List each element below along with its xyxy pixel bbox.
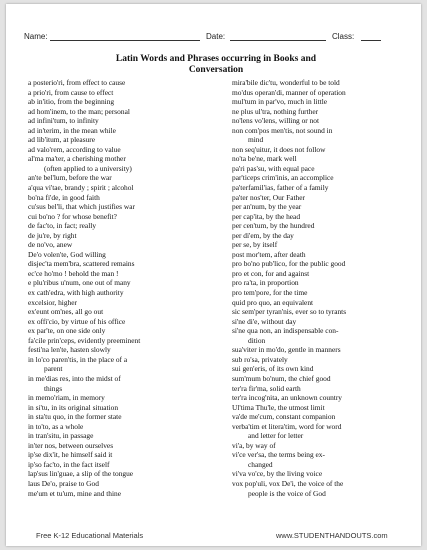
phrase-entry: Ul'tima Thu'le, the utmost limit <box>232 402 325 412</box>
phrase-entry: cui bo'no ? for whose benefit? <box>28 211 117 221</box>
phrase-entry: per di'em, by the day <box>232 230 294 240</box>
phrase-entry: per cen'tum, by the hundred <box>232 221 315 231</box>
worksheet-page <box>6 4 421 546</box>
phrase-entry: dition <box>248 335 266 345</box>
phrase-entry: va'de me'cum, constant companion <box>232 412 336 422</box>
phrase-entry: mul'tum in par'vo, much in little <box>232 97 328 107</box>
phrase-entry: sub ro'sa, privately <box>232 354 288 364</box>
name-label: Name: <box>24 32 48 41</box>
title-line-1: Latin Words and Phrases occurring in Books and <box>115 54 317 64</box>
phrase-entry: in sta'tu quo, in the former state <box>28 412 122 422</box>
phrase-entry: ad hom'inem, to the man; personal <box>28 106 130 116</box>
phrase-entry: in me'dias res, into the midst of <box>28 373 121 383</box>
phrase-entry: per cap'ita, by the head <box>232 211 301 221</box>
phrase-entry: vi'ce ver'sa, the terms being ex- <box>232 450 325 460</box>
phrase-entry: ne plus ul'tra, nothing further <box>232 106 319 116</box>
phrase-entry: ter'ra fir'ma, solid earth <box>232 383 301 393</box>
phrase-entry: in tran'situ, in passage <box>28 431 94 441</box>
phrase-entry: De'o volen'te, God willing <box>28 249 106 259</box>
phrase-entry: pa'ter nos'ter, Our Father <box>232 192 305 202</box>
phrase-entry: a'qua vi'tae, brandy ; spirit ; alcohol <box>28 183 134 193</box>
phrase-entry: bo'na fi'de, in good faith <box>28 192 100 202</box>
phrase-entry: in memo'riam, in memory <box>28 393 105 403</box>
phrase-entry: festi'na len'te, hasten slowly <box>28 345 111 355</box>
phrase-entry: no'lens vo'lens, willing or not <box>232 116 320 126</box>
phrase-entry: ad lib'itum, at pleasure <box>28 135 96 145</box>
phrase-entry: pro bo'no pub'lico, for the public good <box>232 259 346 269</box>
phrase-entry: de ju're, by right <box>28 230 77 240</box>
phrase-entry: changed <box>248 459 273 469</box>
phrase-entry: vox pop'uli, vox De'i, the voice of the <box>232 478 344 488</box>
phrase-entry: things <box>44 383 63 393</box>
phrase-entry: quid pro quo, an equivalent <box>232 297 314 307</box>
phrase-entry: ab in'itio, from the beginning <box>28 97 115 107</box>
phrase-entry: si'ne di'e, without day <box>232 316 297 326</box>
phrase-entry: sum'mum bo'num, the chief good <box>232 373 331 383</box>
phrase-entry: pro tem'pore, for the time <box>232 288 308 298</box>
phrase-entry: non seq'uitur, it does not follow <box>232 144 326 154</box>
phrase-entry: ex offi'cio, by virtue of his office <box>28 316 126 326</box>
phrase-entry: lap'sus lin'guae, a slip of the tongue <box>28 469 134 479</box>
phrase-entry: post mor'tem, after death <box>232 249 306 259</box>
phrase-entry: an'te bel'lum, before the war <box>28 173 112 183</box>
class-label: Class: <box>332 32 355 41</box>
phrase-entry: ter'ra incog'nita, an unknown country <box>232 393 343 403</box>
footer-right: www.STUDENTHANDOUTS.com <box>276 531 388 540</box>
phrase-entry: in si'tu, in its original situation <box>28 402 119 412</box>
title-line-2: Conversation <box>188 65 244 75</box>
phrase-entry: verba'tim et litera'tim, word for word <box>232 421 342 431</box>
phrase-entry: de no'vo, anew <box>28 240 73 250</box>
phrase-entry: vi'a, by way of <box>232 440 276 450</box>
phrase-entry: ad in'terim, in the mean while <box>28 125 116 135</box>
phrase-entry: pro ra'ta, in proportion <box>232 278 299 288</box>
phrase-entry: si'ne qua non, an indispensable con- <box>232 326 339 336</box>
phrase-entry: pa'terfamil'ias, father of a family <box>232 183 329 193</box>
phrase-entry: pa'ri pas'su, with equal pace <box>232 163 315 173</box>
phrase-entry: (often applied to a university) <box>44 163 132 173</box>
name-line <box>50 40 200 41</box>
phrase-entry: ec'ce ho'mo ! behold the man ! <box>28 268 119 278</box>
right-column <box>232 78 412 498</box>
phrase-entry: ex'eunt om'nes, all go out <box>28 307 104 317</box>
worksheet-header <box>24 32 409 44</box>
phrase-entry: sui gen'eris, of its own kind <box>232 364 314 374</box>
date-line <box>230 40 326 41</box>
phrase-entry: disjec'ta mem'bra, scattered remains <box>28 259 135 269</box>
phrase-entry: cu'sus bel'li, that which justifies war <box>28 202 135 212</box>
class-line <box>361 40 381 41</box>
phrase-entry: fa'cile prin'ceps, evidently preeminent <box>28 335 141 345</box>
phrase-entry: in to'to, as a whole <box>28 421 84 431</box>
phrase-entry: mo'dus operan'di, manner of operation <box>232 87 346 97</box>
phrase-entry: me'um et tu'um, mine and thine <box>28 488 121 498</box>
date-label: Date: <box>206 32 226 41</box>
phrase-entry: non com'pos men'tis, not sound in <box>232 125 333 135</box>
phrase-entry: de fac'to, in fact; really <box>28 221 97 231</box>
phrase-entry: par'ticeps crim'inis, an accomplice <box>232 173 334 183</box>
phrase-entry: per se, by itself <box>232 240 278 250</box>
phrase-entry: in lo'co paren'tis, in the place of a <box>28 354 128 364</box>
phrase-entry: ip'so fac'to, in the fact itself <box>28 459 110 469</box>
phrase-entry: a posterio'ri, from effect to cause <box>28 78 126 87</box>
phrase-entry: a prio'ri, from cause to effect <box>28 87 114 97</box>
phrase-entry: ad valo'rem, according to value <box>28 144 121 154</box>
phrase-entry: mira'bile dic'tu, wonderful to be told <box>232 78 340 87</box>
phrase-entry: per an'num, by the year <box>232 202 302 212</box>
phrase-entry: sua'viter in mo'do, gentle in manners <box>232 345 341 355</box>
phrase-entry: e plu'ribus u'num, one out of many <box>28 278 131 288</box>
footer-left: Free K-12 Educational Materials <box>36 531 144 540</box>
phrase-entry: laus De'o, praise to God <box>28 478 99 488</box>
phrase-entry: excelsior, higher <box>28 297 77 307</box>
phrase-entry: pro et con, for and against <box>232 268 310 278</box>
phrase-entry: no'ta be'ne, mark well <box>232 154 297 164</box>
phrase-entry: in'ter nos, between ourselves <box>28 440 114 450</box>
phrase-entry: vi'va vo'ce, by the living voice <box>232 469 323 479</box>
worksheet-title <box>36 54 396 76</box>
phrase-entry: ex par'te, on one side only <box>28 326 106 336</box>
phrase-entry: ad infini'tum, to infinity <box>28 116 99 126</box>
phrase-entry: and letter for letter <box>248 431 304 441</box>
phrase-entry: people is the voice of God <box>248 488 326 498</box>
phrase-entry: ex cath'edra, with high authority <box>28 288 124 298</box>
phrase-entry: mind <box>248 135 264 145</box>
left-column <box>28 78 224 498</box>
phrase-entry: sic sem'per tyran'nis, ever so to tyrants <box>232 307 347 317</box>
phrase-entry: ip'se dix'it, he himself said it <box>28 450 113 460</box>
phrase-entry: parent <box>44 364 63 374</box>
phrase-entry: al'ma ma'ter, a cherishing mother <box>28 154 126 164</box>
